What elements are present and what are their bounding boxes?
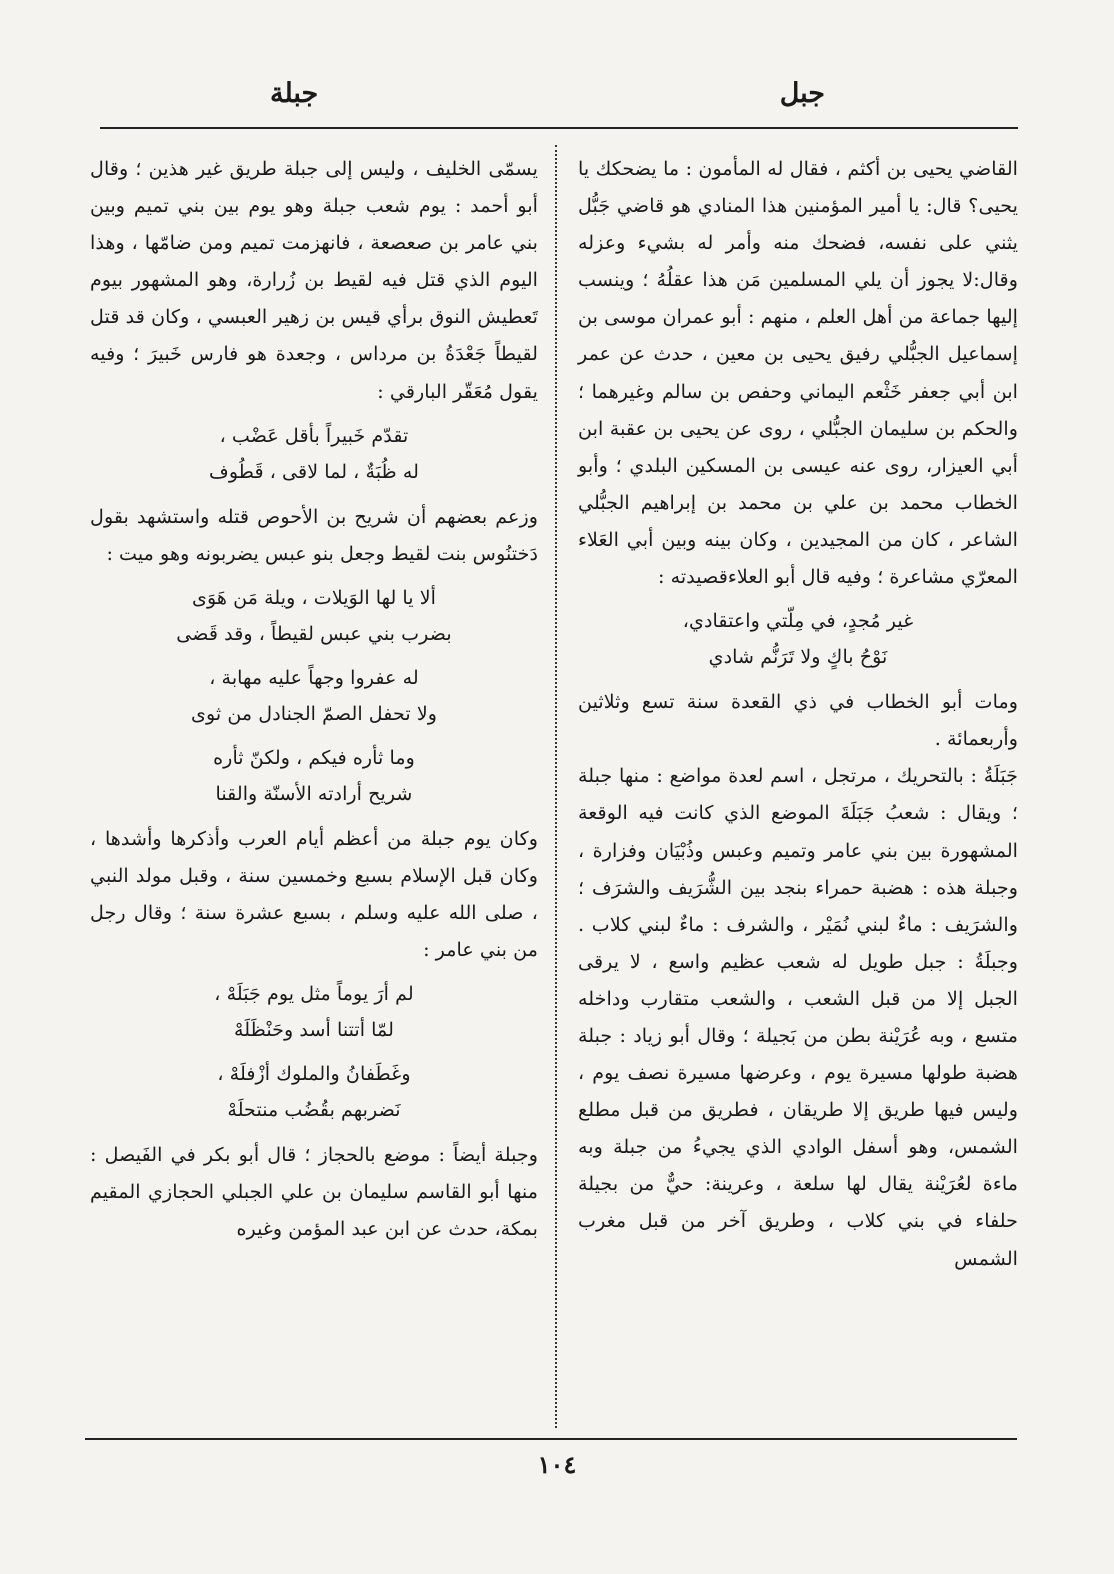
left-verse-3a: له عفروا وجهاً عليه مهابة ، <box>209 665 419 689</box>
right-verse-1b: نَوْحُ باكٍ ولا تَرَنُّم شادي <box>708 645 888 669</box>
left-verse-3b: ولا تحفل الصمّ الجنادل من ثوى <box>190 701 438 725</box>
left-verse-6a: وغَطَفانُ والملوك أزْفلَهْ ، <box>217 1062 411 1086</box>
right-column <box>578 150 1018 1277</box>
left-verse-4b: شريح أرادته الأسنّة والقنا <box>215 781 413 805</box>
right-verse-1a: غير مُجدٍ، في مِلّتي واعتقادي، <box>682 609 914 633</box>
left-paragraph-4: وجبلة أيضاً : موضع بالحجاز ؛ قال أبو بكر في الفَيصل : منها أبو القاسم سليمان بن علي الجبلي الحجازي المقيم بمكة، حدث عن ابن عبد المؤمن وغيره <box>90 1143 538 1241</box>
left-paragraph-1: يسمّى الخليف ، وليس إلى جبلة طريق غير هذين ؛ وقال أبو أحمد : يوم شعب جبلة وهو يوم بين بني تميم وبين بني عامر بن صعصعة ، فانهزمت تميم ومن ضامّها ، وهذا اليوم الذي قتل فيه لقيط بن زُرارة، وهو المشهور بيوم تَعطيش النوق برأي قيس بن زهير العبسي ، وكان قد قتل لقيطاً جَعْدَةُ بن مرداس ، وجعدة هو فارس خَبيرَ ؛ وفيه يقول مُعَقّر البارقي : <box>90 157 538 403</box>
right-paragraph-1: القاضي يحيى بن أكثم ، فقال له المأمون : ما يضحكك يا يحيى؟ قال: يا أمير المؤمنين هذا المنادي هو قاضي جَبُّل يثني على نفسه، فضحك منه وأمر له بشيء وعزله وقال:لا يجوز أن يلي المسلمين مَن هذا عقلُهُ ؛ وينسب إليها جماعة من أهل العلم ، منهم : أبو عمران موسى بن إسماعيل الجبُّلي رفيق يحيى بن معين ، حدث عن عمر ابن أبي جعفر خَثْعم اليماني وحفص بن سالم وغيرهما ؛ والحكم بن سليمان الجبُّلي ، روى عن يحيى بن عقبة ابن أبي العيزار، روى عنه عيسى بن المسكين البلدي ؛ وأبو الخطاب محمد بن علي بن محمد بن إبراهيم الجبُّلي الشاعر ، كان من المجيدين ، وكان بينه وبين أبي العَلاء المعرّي مشاعرة ؛ وفيه قال أبو العلاءقصيدته : <box>578 157 1018 589</box>
left-verse-5a: لم أرَ يوماً مثل يوم جَبَلَهْ ، <box>214 982 414 1006</box>
left-paragraph-3: وكان يوم جبلة من أعظم أيام العرب وأذكرها وأشدها ، وكان قبل الإسلام بسبع وخمسين سنة ، وقبل مولد النبي ، صلى الله عليه وسلم ، بسبع عشرة سنة ؛ وقال رجل من بني عامر : <box>90 826 538 962</box>
left-verse-1a: تقدّم خَبيراً بأقل عَضْب ، <box>219 423 409 447</box>
header-left-title: جبلة <box>270 78 319 109</box>
footer-rule <box>85 1438 1017 1440</box>
header-right-title: جبل <box>779 78 825 109</box>
left-verse-2a: ألا يا لها الوَيلات ، ويلة مَن هَوَى <box>191 585 436 609</box>
left-paragraph-2: وزعم بعضهم أن شريح بن الأحوص قتله واستشهد بقول دَختنُوس بنت لقيط وجعل بنو عبس يضربونه وهو ميت : <box>90 504 538 565</box>
right-paragraph-3: جَبَلَةُ : بالتحريك ، مرتجل ، اسم لعدة مواضع : منها جبلة ؛ ويقال : شعبُ جَبَلَةَ الموضع الذي كانت فيه الوقعة المشهورة بين بني عامر وتميم وعبس وذُبْيَان وفزارة ، وجبلة هذه : هضبة حمراء بنجد بين الشُّرَيف والشرَف ؛ والشرَيف : ماءٌ لبني نُمَيْر ، والشرف : ماءٌ لبني كلاب . وجبلَةُ : جبل طويل له شعب عظيم واسع ، لا يرقى الجبل إلا من قبل الشعب ، والشعب متقارب وداخله متسع ، وبه عُرَيْنة بطن من بَجيلة ؛ وقال أبو زياد : جبلة هضبة طولها مسيرة يوم ، وعرضها مسيرة نصف يوم ، وليس فيها طريق إلا طريقان ، فطريق من قبل مطلع الشمس، وهو أسفل الوادي الذي يجيءُ من جبلة وبه ماءة لعُرَيْنة يقال لها سلعة ، وعرينة: حيٌّ من بجيلة حلفاء في بني كلاب ، وطريق آخر من قبل مغرب الشمس <box>578 764 1018 1270</box>
left-verse-2b: بضرب بني عبس لقيطاً ، وقد قَضى <box>176 621 452 645</box>
left-verse-4a: وما ثأره فيكم ، ولكنّ ثأره <box>213 745 415 769</box>
column-divider <box>555 145 557 1428</box>
header-rule <box>100 127 1018 129</box>
right-paragraph-2: ومات أبو الخطاب في ذي القعدة سنة تسع وثلاثين وأربعمائة . <box>578 690 1018 751</box>
left-verse-1b: له ظُبَةٌ ، لما لاقى ، قَطُوف <box>208 459 420 483</box>
page-header <box>100 78 1020 118</box>
left-verse-5b: لمّا أتتنا أسد وحَنْظَلَهْ <box>234 1018 394 1042</box>
page-number: ١٠٤ <box>537 1450 577 1479</box>
left-verse-6b: نَضربهم بقُضُب منتحلَهْ <box>227 1098 401 1122</box>
left-column <box>90 150 538 1248</box>
